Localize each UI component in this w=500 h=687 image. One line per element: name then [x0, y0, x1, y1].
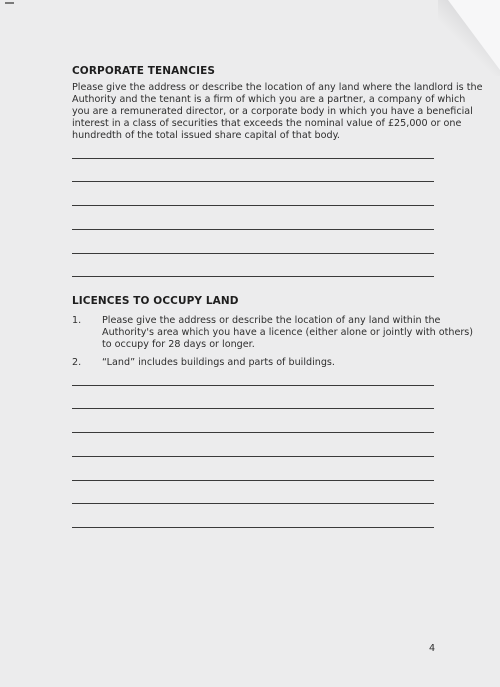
- corporate-instruction-line: hundredth of the total issued share capital of that body.: [72, 130, 340, 141]
- item-number: 1.: [72, 315, 82, 326]
- licence-answer-line[interactable]: [72, 503, 434, 504]
- licence-answer-line[interactable]: [72, 480, 434, 481]
- licences-heading: LICENCES TO OCCUPY LAND: [72, 295, 239, 307]
- licence-answer-line[interactable]: [72, 527, 434, 528]
- corporate-answer-line[interactable]: [72, 158, 434, 159]
- licence-answer-line[interactable]: [72, 408, 434, 409]
- licence-item-line: Authority's area which you have a licence (either alone or jointly with others): [102, 327, 474, 338]
- item-number: 2.: [72, 357, 82, 368]
- corporate-instruction-line: Authority and the tenant is a firm of which you are a partner, a company of which: [72, 94, 466, 105]
- corporate-instruction-line: you are a remunerated director, or a corporate body in which you have a beneficial: [72, 106, 473, 117]
- corporate-instruction-line: interest in a class of securities that exceeds the nominal value of £25,000 or one: [72, 118, 462, 129]
- licence-answer-line[interactable]: [72, 385, 434, 386]
- licence-item-line: Please give the address or describe the location of any land within the: [102, 315, 441, 326]
- corporate-instruction-line: Please give the address or describe the location of any land where the landlord is the: [72, 82, 483, 93]
- corporate-answer-line[interactable]: [72, 181, 434, 182]
- corporate-tenancies-heading: CORPORATE TENANCIES: [72, 65, 216, 77]
- folded-corner: [448, 0, 500, 70]
- corporate-answer-line[interactable]: [72, 253, 434, 254]
- corporate-answer-line[interactable]: [72, 276, 434, 277]
- page-number: 4: [429, 643, 436, 654]
- licence-item-line: to occupy for 28 days or longer.: [102, 339, 255, 350]
- scan-mark: [5, 2, 14, 4]
- licence-answer-line[interactable]: [72, 456, 434, 457]
- corporate-answer-line[interactable]: [72, 205, 434, 206]
- licence-answer-line[interactable]: [72, 432, 434, 433]
- corporate-answer-line[interactable]: [72, 229, 434, 230]
- licence-item-line: “Land” includes buildings and parts of buildings.: [102, 357, 335, 368]
